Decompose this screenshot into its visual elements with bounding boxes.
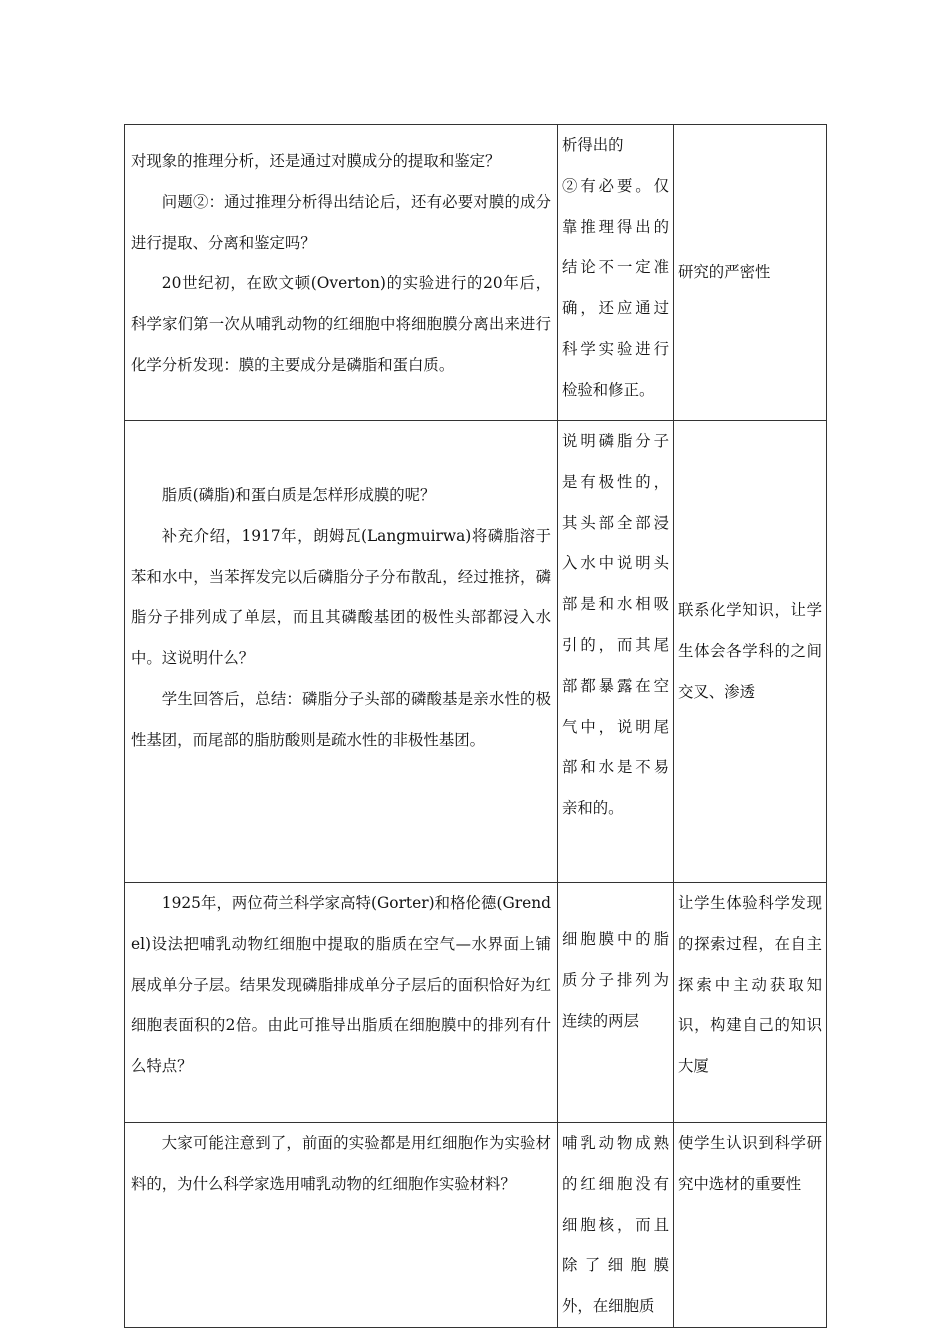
content-paragraph: 1925年，两位荷兰科学家高特(Gorter)和格伦德(Grendel)设法把哺乳动物红细胞中提取的脂质在空气—水界面上铺展成单分子层。结果发现磷脂排成单分子层后的面积恰好为红细胞表面积的2倍。由此可推导出脂质在细胞膜中的排列有什么特点？ xyxy=(131,894,551,1076)
lesson-plan-table xyxy=(124,124,827,1328)
teaching-content-cell xyxy=(125,421,558,883)
design-intent-cell xyxy=(674,125,827,421)
design-intent-cell xyxy=(674,1123,827,1328)
intent-text: 联系化学知识，让学生体会各学科的之间交叉、渗透 xyxy=(678,601,822,701)
design-intent-cell xyxy=(674,883,827,1123)
intent-text: 研究的严密性 xyxy=(678,263,771,282)
intent-text: 让学生体验科学发现的探索过程，在自主探索中主动获取知识，构建自己的知识大厦 xyxy=(678,894,822,1076)
student-answer-cell xyxy=(558,125,674,421)
content-paragraph: 对现象的推理分析，还是通过对膜成分的提取和鉴定？ xyxy=(131,152,501,170)
answer-text: 说明磷脂分子是有极性的，其头部全部浸入水中说明头部是和水相吸引的，而其尾部都暴露在空气中，说明尾部和水是不易亲和的。 xyxy=(562,432,669,818)
content-paragraph: 大家可能注意到了，前面的实验都是用红细胞作为实验材料的，为什么科学家选用哺乳动物的红细胞作实验材料？ xyxy=(131,1134,551,1193)
content-paragraph: 问题②：通过推理分析得出结论后，还有必要对膜的成分进行提取、分离和鉴定吗？ xyxy=(131,192,551,252)
content-paragraph: 学生回答后，总结：磷脂分子头部的磷酸基是亲水性的极性基团，而尾部的脂肪酸则是疏水性的非极性基团。 xyxy=(131,689,551,749)
answer-text: 细胞膜中的脂质分子排列为连续的两层 xyxy=(562,930,669,1030)
table-row xyxy=(125,421,827,883)
table-row xyxy=(125,883,827,1123)
table-row xyxy=(125,1123,827,1328)
student-answer-cell xyxy=(558,883,674,1123)
student-answer-cell xyxy=(558,1123,674,1328)
table-row xyxy=(125,125,827,421)
content-paragraph: 补充介绍，1917年，朗姆瓦(Langmuirwa)将磷脂溶于苯和水中，当苯挥发完以后磷脂分子分布散乱，经过推挤，磷脂分子排列成了单层，而且其磷酸基团的极性头部都浸入水中。这说明什么？ xyxy=(131,526,551,668)
teaching-content-cell xyxy=(125,883,558,1123)
teaching-content-cell xyxy=(125,125,558,421)
content-paragraph: 20世纪初，在欧文顿(Overton)的实验进行的20年后，科学家们第一次从哺乳动物的红细胞中将细胞膜分离出来进行化学分析发现：膜的主要成分是磷脂和蛋白质。 xyxy=(131,274,551,374)
answer-text: ②有必要。仅靠推理得出的结论不一定准确，还应通过科学实验进行检验和修正。 xyxy=(562,176,669,399)
intent-text: 使学生认识到科学研究中选材的重要性 xyxy=(678,1134,822,1193)
answer-text: 哺乳动物成熟的红细胞没有细胞核，而且除了细胞膜外，在细胞质 xyxy=(562,1134,669,1316)
content-paragraph: 脂质(磷脂)和蛋白质是怎样形成膜的呢？ xyxy=(161,486,436,504)
teaching-content-cell xyxy=(125,1123,558,1328)
design-intent-cell xyxy=(674,421,827,883)
student-answer-cell xyxy=(558,421,674,883)
answer-text: 析得出的 xyxy=(562,136,624,154)
